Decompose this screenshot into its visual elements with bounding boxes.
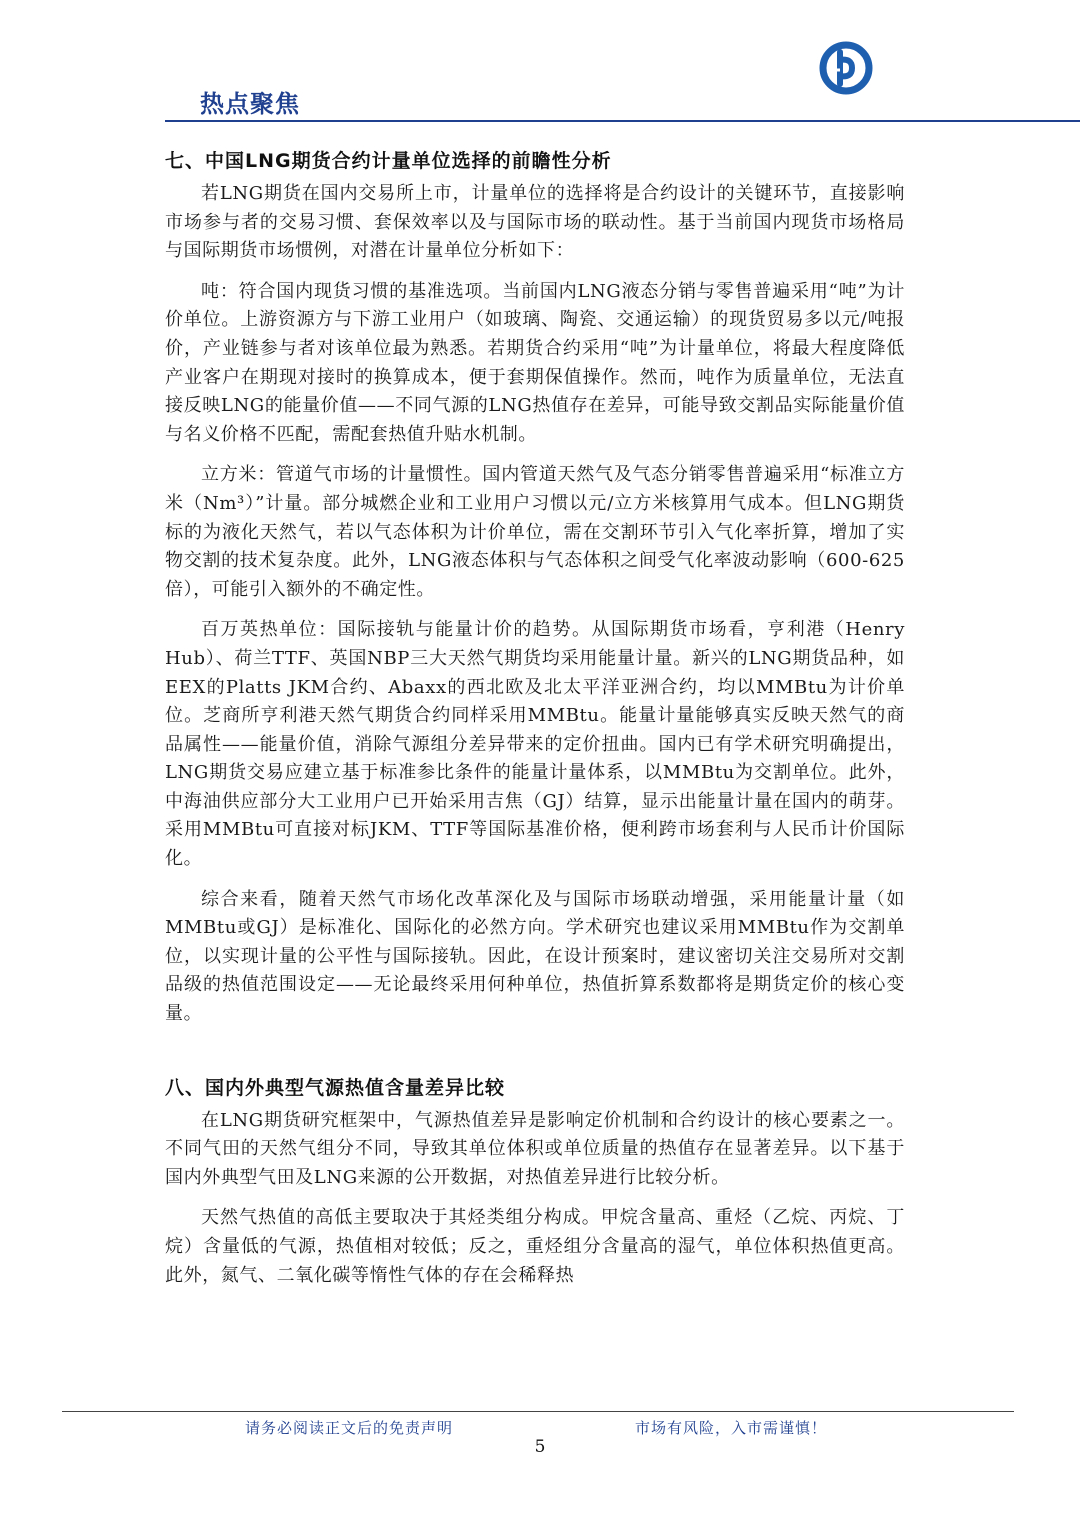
section-8-heading: 八、国内外典型气源热值含量差异比较 (165, 1076, 506, 1099)
document-body (165, 138, 905, 1302)
footer-divider (62, 1411, 1014, 1412)
header-divider (165, 120, 1080, 122)
section-7-paragraph: 吨：符合国内现货习惯的基准选项。当前国内LNG液态分销与零售普遍采用“吨”为计价单位。上游资源方与下游工业用户（如玻璃、陶瓷、交通运输）的现货贸易多以元/吨报价，产业链参与者对该单位最为熟悉。若期货合约采用“吨”为计量单位，将最大程度降低产业客户在期现对接时的换算成本，便于套期保值操作。然而，吨作为质量单位，无法直接反映LNG的能量价值——不同气源的LNG热值存在差异，可能导致交割品实际能量价值与名义价格不匹配，需配套热值升贴水机制。 (165, 280, 905, 445)
section-7-paragraph: 立方米：管道气市场的计量惯性。国内管道天然气及气态分销零售普遍采用“标准立方米（Nm³）”计量。部分城燃企业和工业用户习惯以元/立方米核算用气成本。但LNG期货标的为液化天然气，若以气态体积为计价单位，需在交割环节引入气化率折算，增加了实物交割的技术复杂度。此外，LNG液态体积与气态体积之间受气化率波动影响（600-625倍），可能引入额外的不确定性。 (165, 464, 905, 600)
section-8-paragraph: 天然气热值的高低主要取决于其烃类组分构成。甲烷含量高、重烃（乙烷、丙烷、丁烷）含量低的气源，热值相对较低；反之，重烃组分含量高的湿气，单位体积热值更高。此外，氮气、二氧化碳等惰性气体的存在会稀释热 (165, 1207, 905, 1286)
page-number: 5 (534, 1437, 546, 1457)
section-7-heading: 七、中国LNG期货合约计量单位选择的前瞻性分析 (165, 150, 612, 172)
section-7-paragraph: 综合来看，随着天然气市场化改革深化及与国际市场联动增强，采用能量计量（如MMBtu或GJ）是标准化、国际化的必然方向。学术研究也建议采用MMBtu作为交割单位，以实现计量的公平性与国际接轨。因此，在设计预案时，建议密切关注交易所对交割品级的热值范围设定——无论最终采用何种单位，热值折算系数都将是期货定价的核心变量。 (165, 888, 905, 1025)
section-8-paragraph: 在LNG期货研究框架中，气源热值差异是影响定价机制和合约设计的核心要素之一。不同气田的天然气组分不同，导致其单位体积或单位质量的热值存在显著差异。以下基于国内外典型气田及LNG来源的公开数据，对热值差异进行比较分析。 (165, 1109, 905, 1188)
footer-disclaimer: 请务必阅读正文后的免责声明 (245, 1419, 454, 1437)
footer-risk-note: 市场有风险，入市需谨慎！ (635, 1419, 828, 1437)
brand-logo-icon (818, 40, 874, 96)
header-title: 热点聚焦 (200, 90, 300, 118)
section-7-paragraph: 百万英热单位：国际接轨与能量计价的趋势。从国际期货市场看，亨利港（Henry Hub）、荷兰TTF、英国NBP三大天然气期货均采用能量计量。新兴的LNG期货品种，如EEX的Platts JKM合约、Abaxx的西北欧及北太平洋亚洲合约，均以MMBtu为计价单位。芝商所亨利港天然气期货合约同样采用MMBtu。能量计量能够真实反映天然气的商品属性——能量价值，消除气源组分差异带来的定价扭曲。国内已有学术研究明确提出，LNG期货交易应建立基于标准参比条件的能量计量体系，以MMBtu为交割单位。此外，中海油供应部分大工业用户已开始采用吉焦（GJ）结算，显示出能量计量在国内的萌芽。采用MMBtu可直接对标JKM、TTF等国际基准价格，便利跨市场套利与人民币计价国际化。 (165, 619, 905, 870)
section-7-paragraph: 若LNG期货在国内交易所上市，计量单位的选择将是合约设计的关键环节，直接影响市场参与者的交易习惯、套保效率以及与国际市场的联动性。基于当前国内现货市场格局与国际期货市场惯例，对潜在计量单位分析如下： (165, 183, 905, 262)
